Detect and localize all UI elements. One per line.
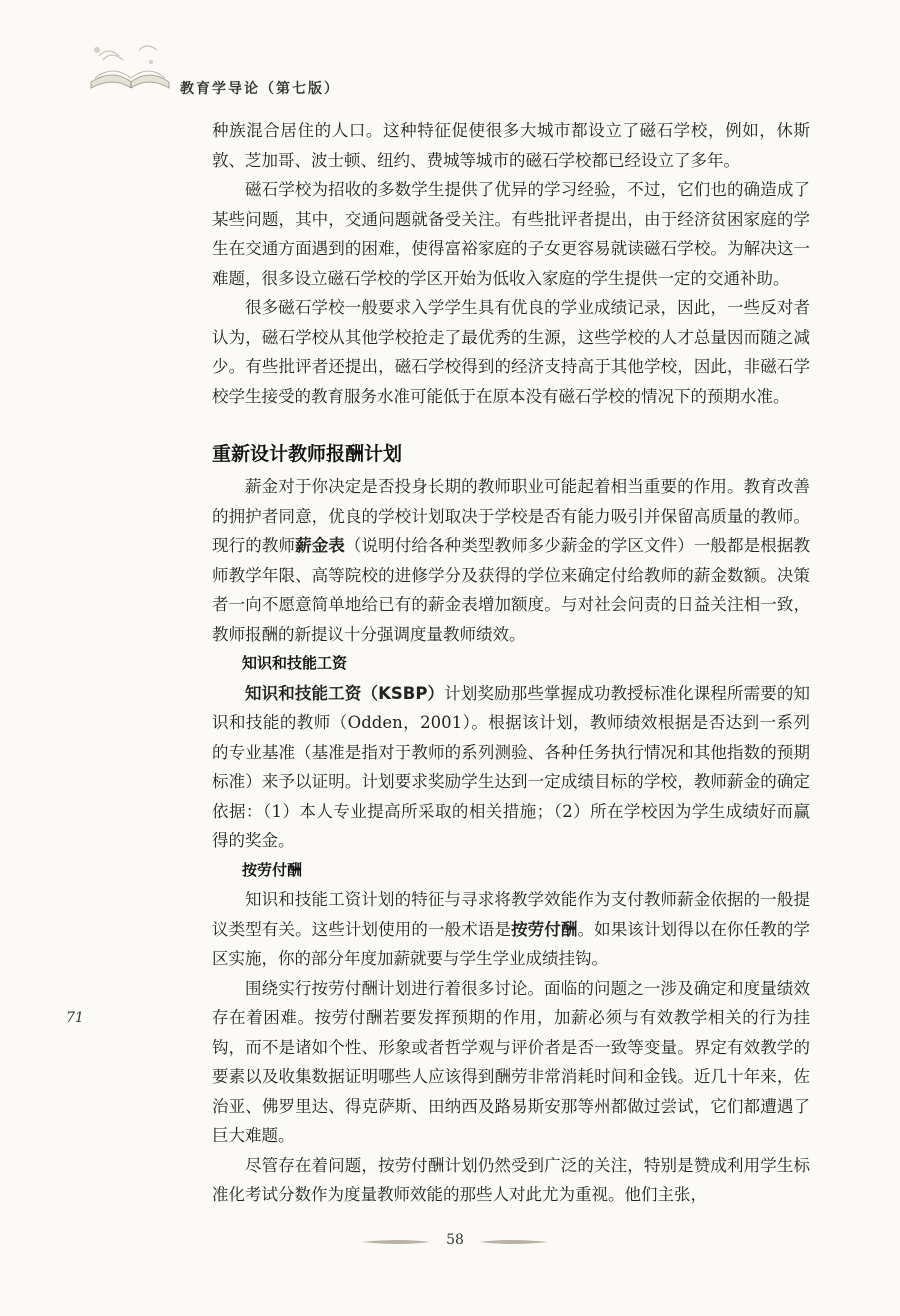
page-body [212,116,810,1210]
paragraph: 知识和技能工资计划的特征与寻求将教学效能作为支付教师薪金依据的一般提议类型有关。这些计划使用的一般术语是按劳付酬。如果该计划得以在你任教的学区实施，你的部分年度加薪就要与学生学业成绩挂钩。 [212,890,811,968]
subsection-heading: 知识和技能工资 [242,654,348,672]
paragraph: 知识和技能工资（KSBP）计划奖励那些掌握成功教授标准化课程所需要的知识和技能的教师（Odden，2001）。根据该计划，教师绩效根据是否达到一系列的专业基准（基准是指对于教师的系列测验、各种任务执行情况和其他指数的预期标准）来予以证明。计划要求奖励学生达到一定成绩目标的学校，教师薪金的确定依据：（1）本人专业提高所采取的相关措施；（2）所在学校因为学生成绩好而赢得的奖金。 [212,683,811,850]
paragraph: 尽管存在着问题，按劳付酬计划仍然受到广泛的关注，特别是赞成利用学生标准化考试分数作为度量教师效能的那些人对此尤为重视。他们主张， [212,1155,810,1204]
paragraph: 薪金对于你决定是否投身长期的教师职业可能起着相当重要的作用。教育改善的拥护者同意，优良的学校计划取决于学校是否有能力吸引并保留高质量的教师。现行的教师薪金表（说明付给各种类型教师多少薪金的学区文件）一般都是根据教师教学年限、高等院校的进修学分及获得的学位来确定付给教师的薪金数额。决策者一向不愿意简单地给已有的薪金表增加额度。与对社会问责的日益关注相一致，教师报酬的新提议十分强调度量教师绩效。 [212,477,811,644]
page-number: 58 [446,1232,464,1248]
paragraph: 磁石学校为招收的多数学生提供了优异的学习经验，不过，它们也的确造成了某些问题，其中，交通问题就备受关注。有些批评者提出，由于经济贫困家庭的学生在交通方面遇到的困难，使得富裕家庭的子女更容易就读磁石学校。为解决这一难题，很多设立磁石学校的学区开始为低收入家庭的学生提供一定的交通补助。 [212,180,810,288]
section-heading: 重新设计教师报酬计划 [212,443,403,465]
page-footer [360,1230,550,1254]
page-header [85,38,405,108]
key-term: 知识和技能工资（KSBP） [245,683,445,703]
margin-page-number: 71 [66,1010,84,1026]
key-term: 按劳付酬 [511,919,578,939]
subsection-heading: 按劳付酬 [242,860,303,879]
paragraph: 围绕实行按劳付酬计划进行着很多讨论。面临的问题之一涉及确定和度量绩效存在着困难。按劳付酬若要发挥预期的作用，加薪必须与有效教学相关的行为挂钩，而不是诸如个性、形象或者哲学观与评价者是否一致等变量。界定有效教学的要素以及收集数据证明哪些人应该得到酬劳非常消耗时间和金钱。近几十年来，佐治亚、佛罗里达、得克萨斯、田纳西及路易斯安那等州都做过尝试，它们都遭遇了巨大难题。 [212,978,810,1145]
book-title: 教育学导论（第七版） [180,81,340,97]
paragraph: 种族混合居住的人口。这种特征促使很多大城市都设立了磁石学校，例如，休斯敦、芝加哥、波士顿、纽约、费城等城市的磁石学校都已经设立了多年。 [212,121,810,170]
paragraph: 很多磁石学校一般要求入学学生具有优良的学业成绩记录，因此，一些反对者认为，磁石学校从其他学校抢走了最优秀的生源，这些学校的人才总量因而随之减少。有些批评者还提出，磁石学校得到的经济支持高于其他学校，因此，非磁石学校学生接受的教育服务水准可能低于在原本没有磁石学校的情况下的预期水准。 [212,298,810,406]
open-book-icon [85,38,175,100]
key-term: 薪金表 [295,536,345,555]
